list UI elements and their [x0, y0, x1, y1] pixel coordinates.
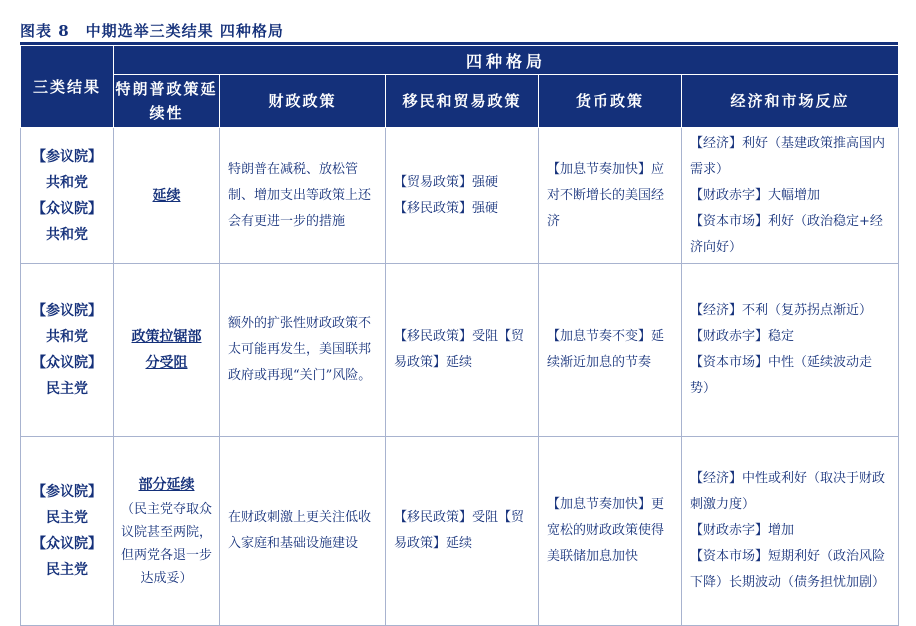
immigration-cell [386, 264, 539, 437]
continuity-cell [114, 437, 220, 626]
result-line: 共和党 [46, 226, 88, 243]
header-result: 三类结果 [21, 46, 114, 128]
result-line: 民主党 [46, 510, 88, 526]
table-row [21, 437, 899, 626]
monetary-cell: 【加息节奏加快】更宽松的财政政策使得美联储加息加快 [539, 437, 682, 626]
continuity-label: 延续 [152, 187, 181, 204]
continuity-label: 政策拉锯部分受阻 [131, 329, 202, 371]
table-row [21, 264, 899, 437]
result-line: 【参议院】 [32, 484, 102, 500]
econ-line: 【财政赤字】稳定 [690, 329, 795, 344]
monetary-cell: 【加息节奏加快】应对不断增长的美国经济 [539, 128, 682, 264]
header-immigration-trade: 移民和贸易政策 [386, 75, 539, 128]
result-line: 【参议院】 [32, 148, 102, 165]
econ-line: 【财政赤字】增加 [690, 523, 795, 538]
immigration-line: 【贸易政策】强硬 [394, 174, 499, 190]
result-line: 共和党 [46, 174, 88, 191]
header-continuity: 特朗普政策延续性 [114, 75, 220, 128]
continuity-note: （民主党夺取众议院甚至两院，但两党各退一步达成妥） [120, 502, 212, 586]
econ-cell [682, 264, 899, 437]
econ-line: 【经济】中性或利好（取决于财政刺激力度） [690, 471, 886, 512]
continuity-cell [114, 264, 220, 437]
result-line: 【众议院】 [32, 200, 102, 217]
monetary-cell: 【加息节奏不变】延续渐近加息的节奏 [539, 264, 682, 437]
econ-cell [682, 437, 899, 626]
result-line: 【众议院】 [32, 355, 102, 371]
econ-cell [682, 128, 899, 264]
result-line: 民主党 [46, 562, 88, 578]
econ-line: 【资本市场】短期利好（政治风险下降）长期波动（债务担忧加剧） [690, 549, 886, 590]
result-line: 【众议院】 [32, 536, 102, 552]
econ-line: 【财政赤字】大幅增加 [690, 187, 821, 203]
figure-title: 图表 8 中期选举三类结果 四种格局 [20, 22, 284, 40]
result-cell [21, 128, 114, 264]
fiscal-cell: 额外的扩张性财政政策不太可能再发生，美国联邦政府或再现“关门”风险。 [220, 264, 386, 437]
result-cell [21, 437, 114, 626]
result-line: 共和党 [46, 329, 88, 345]
immigration-cell [386, 437, 539, 626]
scenario-table [20, 45, 899, 626]
continuity-label: 部分延续 [138, 477, 195, 493]
header-econ-market: 经济和市场反应 [682, 75, 899, 128]
econ-line: 【资本市场】中性（延续波动走势） [690, 355, 873, 396]
immigration-line: 【移民政策】受阻【贸易政策】延续 [394, 510, 525, 551]
header-fiscal: 财政政策 [220, 75, 386, 128]
header-monetary: 货币政策 [539, 75, 682, 128]
header-group-title: 四种格局 [114, 46, 899, 75]
immigration-line: 【移民政策】强硬 [394, 200, 499, 216]
fiscal-cell: 在财政刺激上更关注低收入家庭和基础设施建设 [220, 437, 386, 626]
result-line: 民主党 [46, 381, 88, 397]
continuity-cell [114, 128, 220, 264]
econ-line: 【经济】不利（复苏拐点渐近） [690, 303, 873, 318]
fiscal-cell: 特朗普在减税、放松管制、增加支出等政策上还会有更进一步的措施 [220, 128, 386, 264]
immigration-cell [386, 128, 539, 264]
result-cell [21, 264, 114, 437]
econ-line: 【经济】利好（基建政策推高国内需求） [690, 135, 886, 177]
table-row [21, 128, 899, 264]
result-line: 【参议院】 [32, 303, 102, 319]
immigration-line: 【移民政策】受阻【贸易政策】延续 [394, 329, 525, 370]
econ-line: 【资本市场】利好（政治稳定+经济向好） [690, 213, 883, 255]
